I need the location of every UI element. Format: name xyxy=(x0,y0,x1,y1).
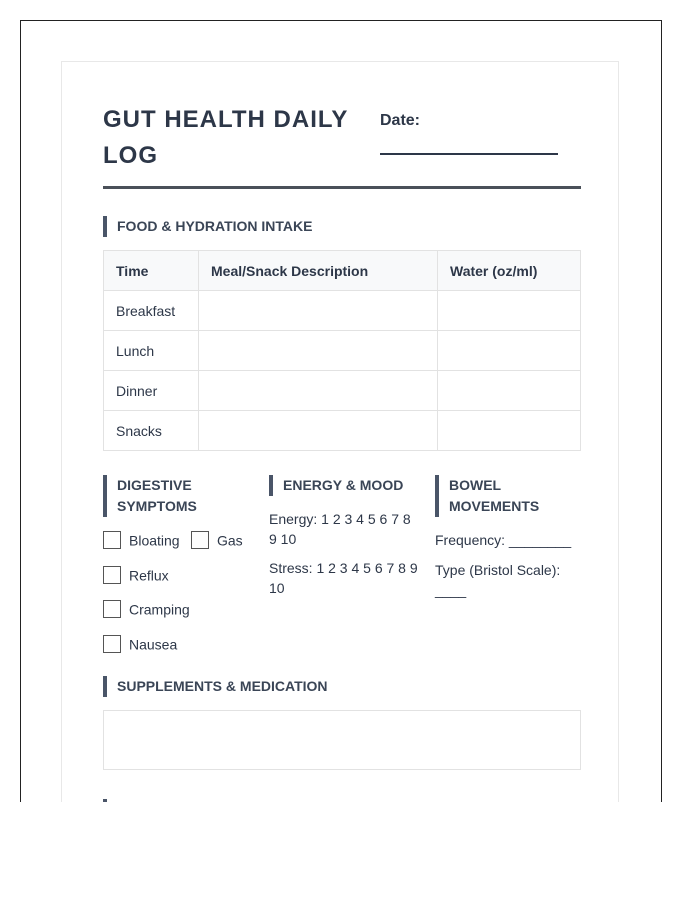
checkbox-cramping[interactable] xyxy=(103,600,190,620)
bristol-type-field[interactable]: Type (Bristol Scale): ____ xyxy=(435,562,561,598)
column-header-water: Water (oz/ml) xyxy=(438,251,581,291)
checkbox-icon[interactable] xyxy=(103,531,121,549)
frequency-field[interactable]: Frequency: ________ xyxy=(435,532,572,548)
description-cell[interactable] xyxy=(199,371,438,411)
energy-scale[interactable]: Energy: 1 2 3 4 5 6 7 8 9 10 xyxy=(269,511,411,547)
checkbox-icon[interactable] xyxy=(191,531,209,549)
time-cell: Lunch xyxy=(104,331,199,371)
table-row xyxy=(104,411,581,451)
checkbox-reflux[interactable] xyxy=(103,566,169,586)
time-cell: Breakfast xyxy=(104,291,199,331)
checkbox-label: Gas xyxy=(217,532,243,549)
checkbox-label: Cramping xyxy=(129,601,190,618)
water-cell[interactable] xyxy=(438,411,581,451)
date-label: Date: xyxy=(380,112,421,129)
table-row xyxy=(104,291,581,331)
description-cell[interactable] xyxy=(199,331,438,371)
stress-scale[interactable]: Stress: 1 2 3 4 5 6 7 8 9 10 xyxy=(269,560,418,596)
checkbox-icon[interactable] xyxy=(103,635,121,653)
energy-mood-heading: ENERGY & MOOD xyxy=(269,475,423,496)
checkbox-icon[interactable] xyxy=(103,600,121,618)
column-header-time: Time xyxy=(104,251,199,291)
checkbox-bloating[interactable] xyxy=(103,531,180,551)
checkbox-label: Reflux xyxy=(129,567,169,584)
supplements-input[interactable] xyxy=(103,710,581,770)
next-section-heading-bar xyxy=(103,799,107,802)
food-table xyxy=(103,250,581,451)
table-row xyxy=(104,371,581,411)
water-cell[interactable] xyxy=(438,331,581,371)
column-header-description: Meal/Snack Description xyxy=(199,251,438,291)
date-field xyxy=(380,112,420,130)
water-cell[interactable] xyxy=(438,291,581,331)
checkbox-icon[interactable] xyxy=(103,566,121,584)
time-cell: Snacks xyxy=(104,411,199,451)
checkbox-label: Bloating xyxy=(129,532,180,549)
table-row xyxy=(104,331,581,371)
description-cell[interactable] xyxy=(199,411,438,451)
bowel-heading: BOWEL MOVEMENTS xyxy=(435,475,569,517)
page-title: GUT HEALTH DAILY LOG xyxy=(103,106,348,169)
table-header-row xyxy=(104,251,581,291)
checkbox-gas[interactable] xyxy=(191,531,243,551)
time-cell: Dinner xyxy=(104,371,199,411)
log-page xyxy=(61,61,619,802)
symptoms-heading: DIGESTIVE SYMPTOMS xyxy=(103,475,227,517)
supplements-heading: SUPPLEMENTS & MEDICATION xyxy=(103,676,328,697)
description-cell[interactable] xyxy=(199,291,438,331)
page-header xyxy=(103,102,581,189)
document-viewport xyxy=(20,20,662,802)
date-input-line[interactable] xyxy=(380,153,558,155)
checkbox-nausea[interactable] xyxy=(103,635,177,655)
food-section-heading: FOOD & HYDRATION INTAKE xyxy=(103,216,312,237)
water-cell[interactable] xyxy=(438,371,581,411)
checkbox-label: Nausea xyxy=(129,636,178,653)
